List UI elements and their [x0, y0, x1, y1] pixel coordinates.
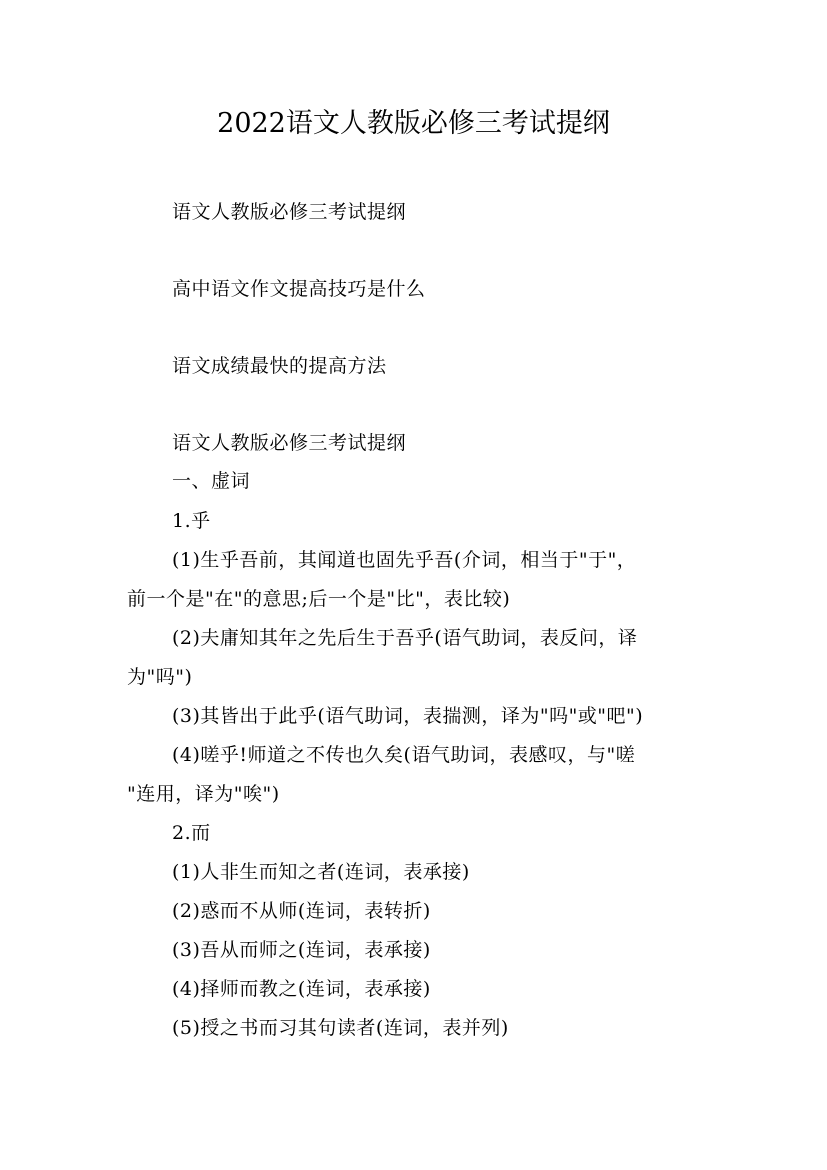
section-heading: 语文人教版必修三考试提纲 [172, 432, 407, 454]
document-title: 2022语文人教版必修三考试提纲 [217, 108, 610, 139]
text-line: (3)其皆出于此乎(语气助词，表揣测，译为"吗"或"吧") [172, 705, 644, 727]
toc-item-1: 语文人教版必修三考试提纲 [172, 201, 407, 223]
text-line: (1)人非生而知之者(连词，表承接) [172, 861, 470, 883]
text-line: 为"吗") [127, 666, 193, 688]
text-line: (4)嗟乎!师道之不传也久矣(语气助词，表感叹，与"嗟 [172, 744, 636, 766]
text-line: "连用，译为"唉") [127, 783, 280, 805]
toc-item-3: 语文成绩最快的提高方法 [172, 355, 387, 377]
text-line: (3)吾从而师之(连词，表承接) [172, 939, 431, 961]
text-line: (1)生乎吾前，其闻道也固先乎吾(介词，相当于"于"， [172, 549, 637, 571]
item-heading-hu: 1.乎 [172, 510, 211, 532]
toc-item-2: 高中语文作文提高技巧是什么 [172, 278, 426, 300]
text-line: (5)授之书而习其句读者(连词，表并列) [172, 1017, 509, 1039]
text-line: 前一个是"在"的意思;后一个是"比"，表比较) [127, 588, 511, 610]
text-line: (2)惑而不从师(连词，表转折) [172, 900, 431, 922]
item-heading-er: 2.而 [172, 822, 211, 844]
text-line: (2)夫庸知其年之先后生于吾乎(语气助词，表反问，译 [172, 627, 638, 649]
text-line: (4)择师而教之(连词，表承接) [172, 978, 431, 1000]
category-heading: 一、虚词 [172, 470, 251, 492]
